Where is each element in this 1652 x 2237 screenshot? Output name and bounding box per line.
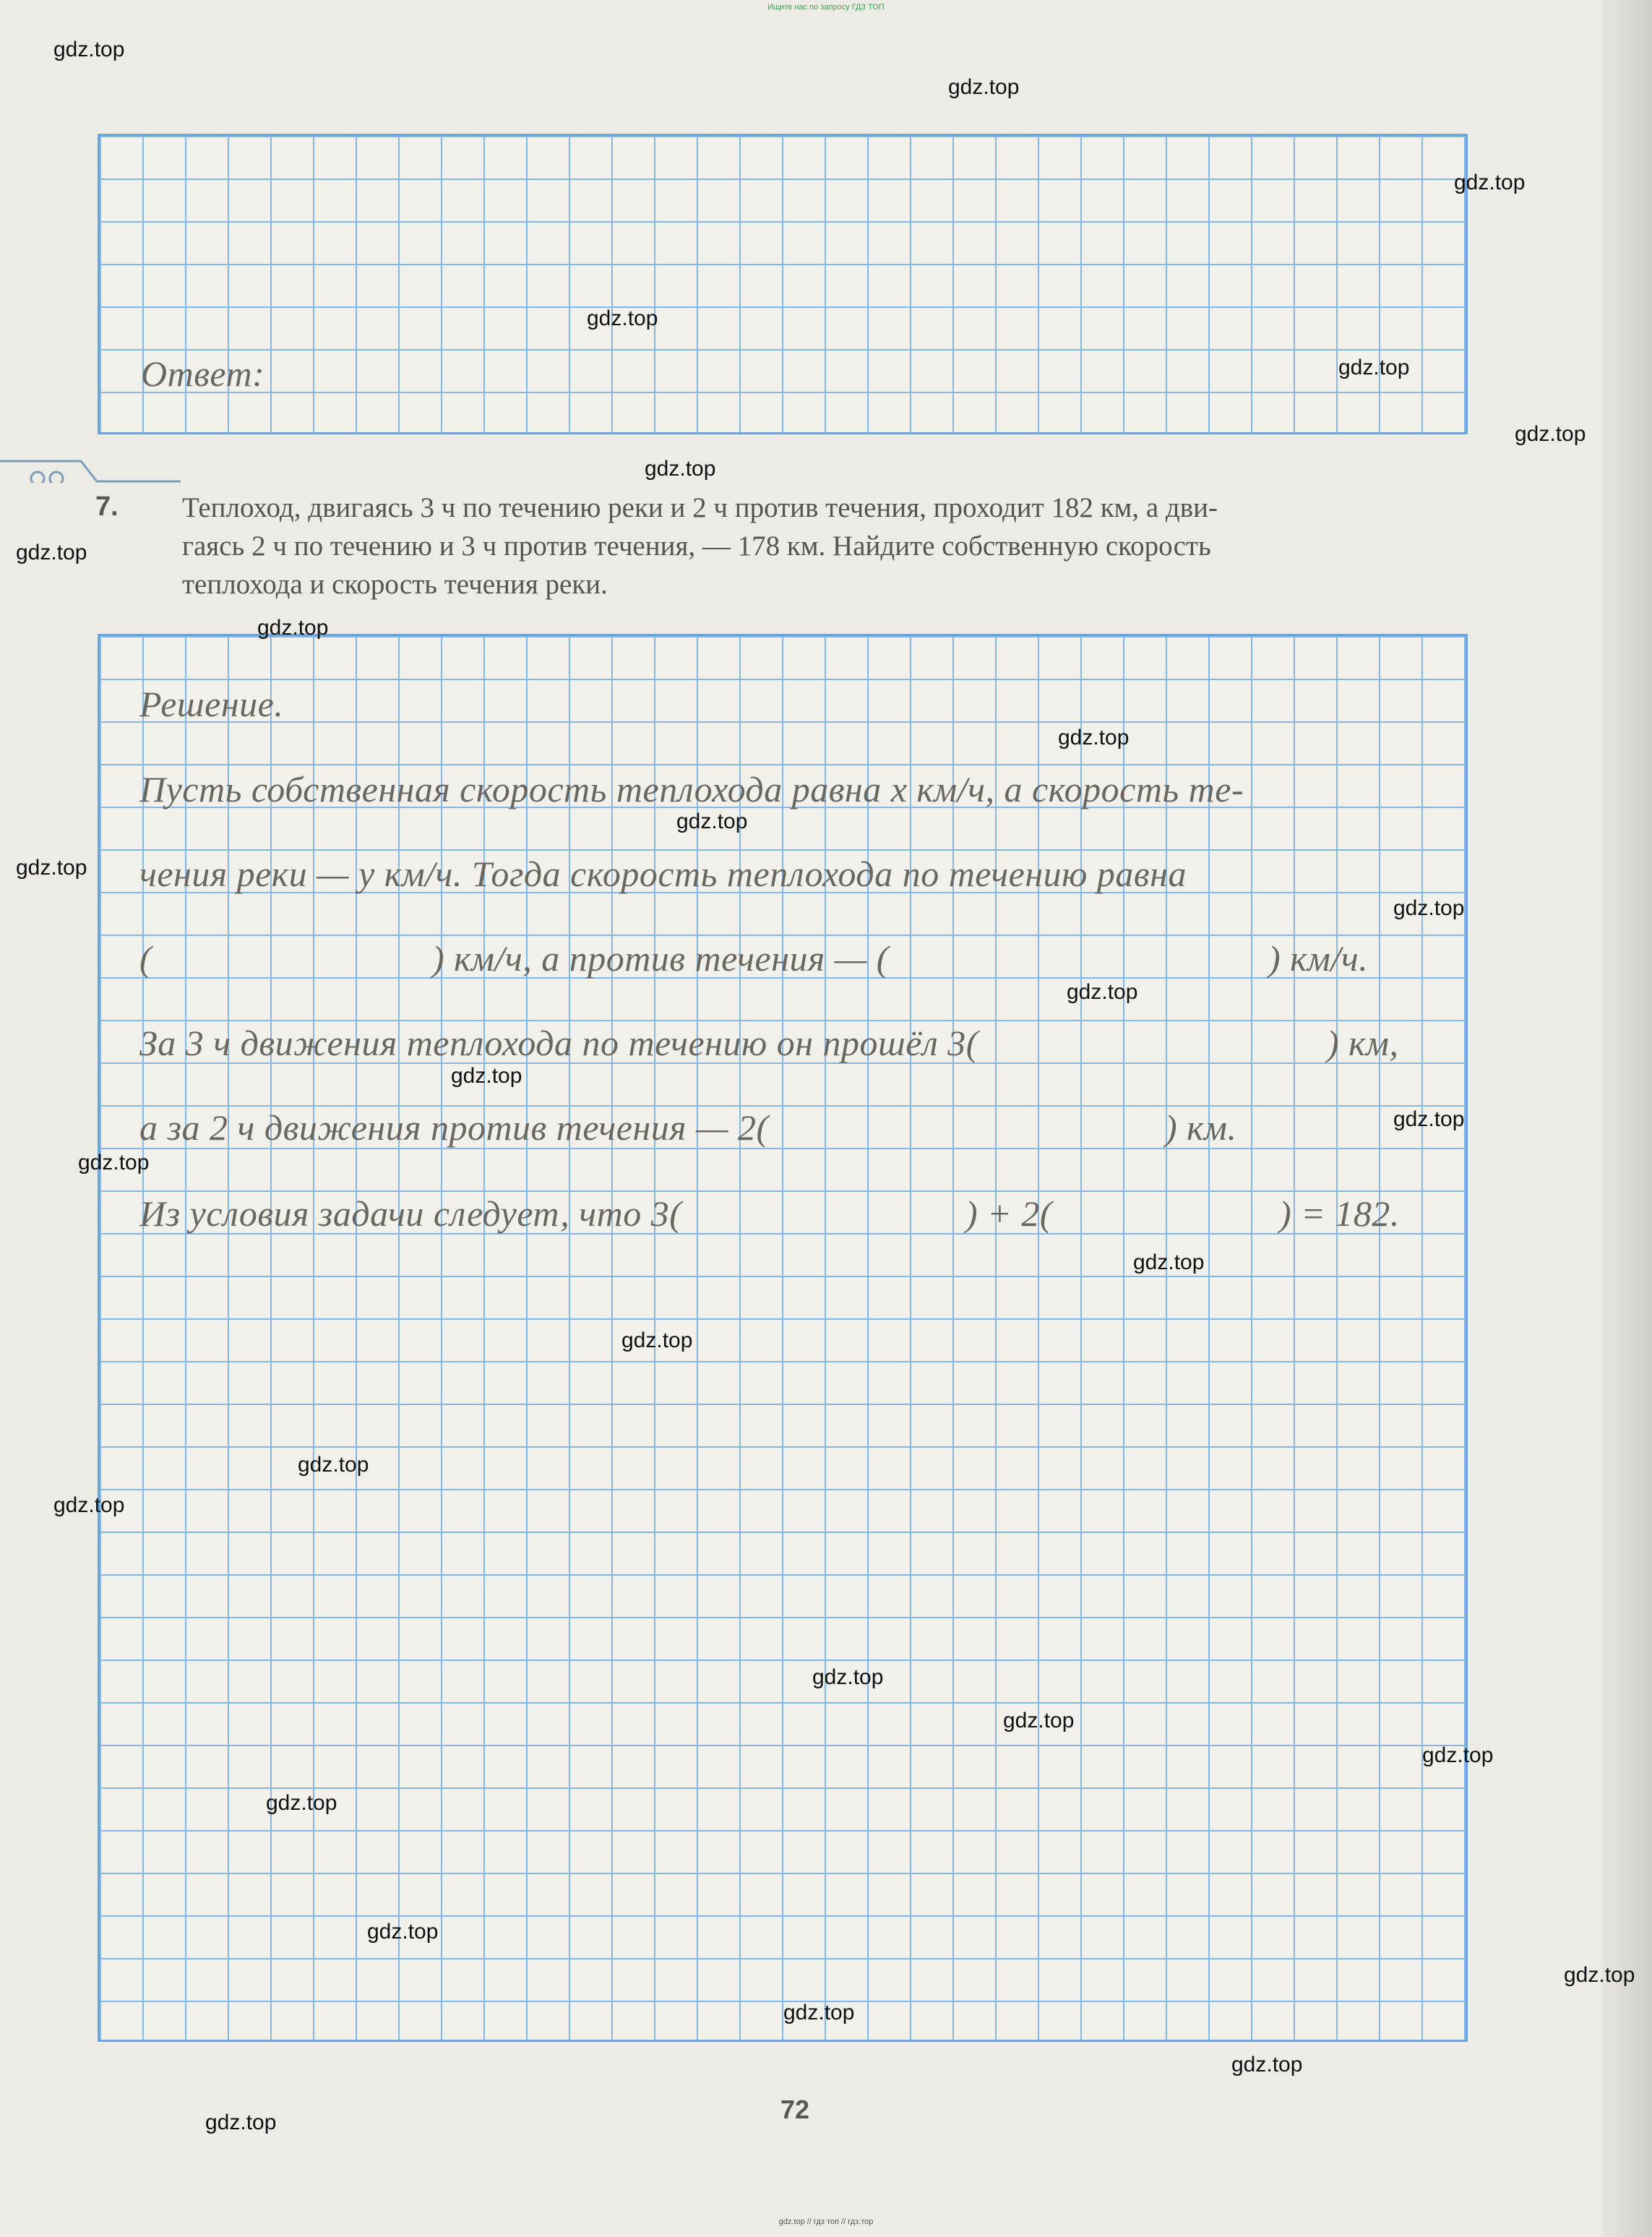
watermark: gdz.top: [812, 1665, 884, 1689]
watermark: gdz.top: [367, 1920, 439, 1944]
solution-line-6-start: Из условия задачи следует, что 3(: [139, 1193, 682, 1234]
watermark: gdz.top: [1515, 422, 1586, 446]
watermark: gdz.top: [16, 541, 87, 564]
watermark: gdz.top: [1393, 1107, 1465, 1131]
problem-text-line-1: Теплоход, двигаясь 3 ч по течению реки и 2 ч против течения, проходит 182 км, а дви-: [182, 492, 1218, 523]
answer-label: Ответ:: [141, 353, 265, 394]
watermark: gdz.top: [205, 2111, 277, 2134]
watermark: gdz.top: [1067, 980, 1138, 1004]
page-number: 72: [780, 2095, 810, 2124]
page-edge-shadow: [1601, 0, 1652, 2237]
bottom-banner[interactable]: gdz.top // гдз топ // гдз.тор: [778, 2217, 874, 2226]
section-divider-icon: [0, 454, 181, 483]
watermark: gdz.top: [1133, 1250, 1205, 1274]
watermark: gdz.top: [645, 457, 716, 481]
watermark: gdz.top: [1058, 726, 1130, 750]
watermark: gdz.top: [266, 1791, 337, 1815]
watermark: gdz.top: [783, 2001, 855, 2025]
solution-line-6-middle: ) + 2(: [965, 1193, 1053, 1234]
answer-grid: [98, 134, 1468, 434]
watermark: gdz.top: [298, 1453, 369, 1477]
watermark: gdz.top: [53, 38, 125, 61]
solution-line-5-start: а за 2 ч движения против течения — 2(: [139, 1107, 769, 1148]
solution-line-2: чения реки — y км/ч. Тогда скорость теплохода по течению равна: [139, 854, 1187, 894]
watermark: gdz.top: [257, 616, 329, 640]
watermark: gdz.top: [1393, 896, 1465, 920]
watermark: gdz.top: [676, 810, 748, 833]
watermark: gdz.top: [1231, 2053, 1303, 2077]
solution-line-4-end: ) км,: [1327, 1023, 1399, 1063]
watermark: gdz.top: [16, 856, 87, 880]
watermark: gdz.top: [1422, 1743, 1494, 1767]
solution-line-3-end: ) км/ч.: [1268, 938, 1369, 979]
problem-text-line-2: гаясь 2 ч по течению и 3 ч против течения, — 178 км. Найдите собственную скорость: [182, 531, 1211, 562]
solution-grid: [98, 634, 1468, 2042]
problem-text-line-3: теплохода и скорость течения реки.: [182, 569, 608, 600]
watermark: gdz.top: [1338, 356, 1410, 379]
problem-number: 7.: [95, 491, 119, 522]
top-banner[interactable]: Ищите нас по запросу ГДЗ ТОП: [767, 3, 885, 12]
watermark: gdz.top: [1454, 171, 1526, 194]
solution-line-4-start: За 3 ч движения теплохода по течению он прошёл 3(: [139, 1023, 978, 1063]
solution-line-3-middle: ) км/ч, а против течения — (: [432, 938, 889, 979]
watermark: gdz.top: [451, 1064, 522, 1088]
solution-line-3-open: (: [139, 938, 152, 979]
watermark: gdz.top: [621, 1328, 693, 1352]
solution-line-6-end: ) = 182.: [1279, 1193, 1400, 1234]
solution-line-1: Пусть собственная скорость теплохода равна x км/ч, а скорость те-: [139, 769, 1244, 810]
solution-line-5-end: ) км.: [1165, 1107, 1237, 1148]
watermark: gdz.top: [948, 75, 1020, 99]
watermark: gdz.top: [78, 1151, 150, 1175]
watermark: gdz.top: [587, 306, 658, 330]
watermark: gdz.top: [53, 1493, 125, 1517]
solution-heading: Решение.: [139, 684, 284, 724]
watermark: gdz.top: [1003, 1709, 1075, 1733]
watermark: gdz.top: [1564, 1963, 1635, 1987]
